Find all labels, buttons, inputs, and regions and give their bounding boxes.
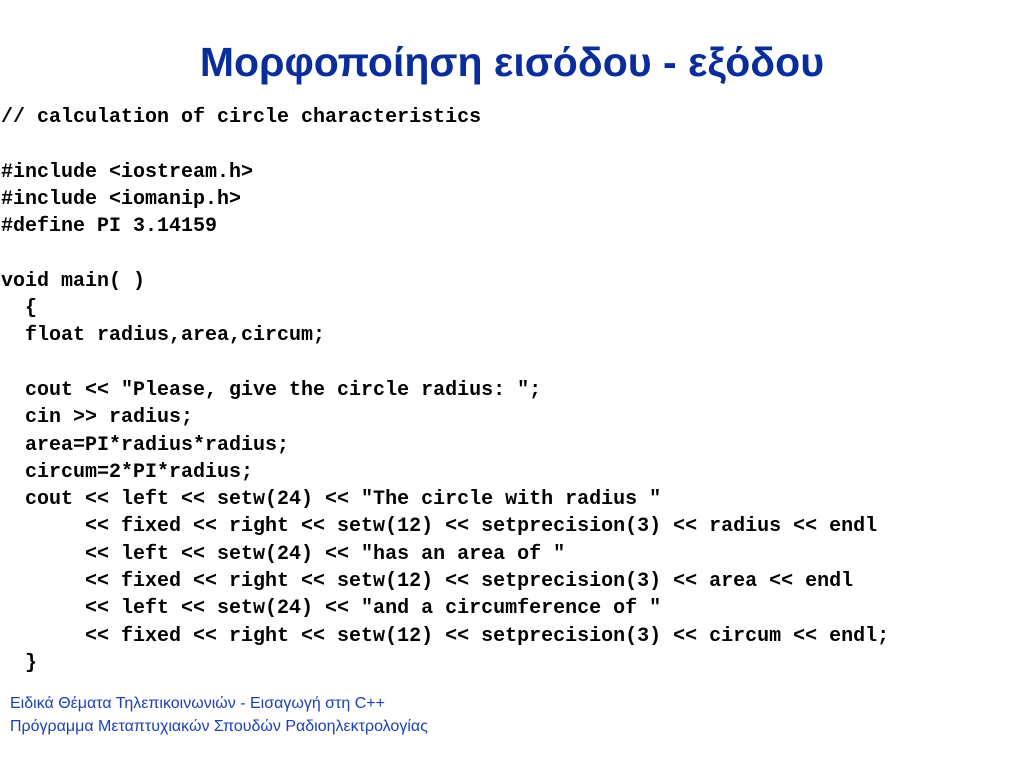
code-line: { (1, 297, 38, 321)
code-line: #include <iomanip.h> (1, 187, 242, 211)
slide-title: Μορφοποίηση εισόδου - εξόδου (199, 39, 825, 85)
code-line: << fixed << right << setw(12) << setprecision(3) << circum << endl; (1, 624, 890, 648)
code-line: << fixed << right << setw(12) << setprecision(3) << area << endl (1, 570, 854, 594)
code-line: circum=2*PI*radius; (1, 460, 254, 484)
code-line: float radius,area,circum; (1, 324, 326, 348)
code-listing (1, 104, 889, 677)
code-line (1, 131, 889, 158)
code-line: cout << left << setw(24) << "The circle with radius " (1, 488, 662, 512)
code-line: area=PI*radius*radius; (1, 433, 290, 457)
slide-footer (10, 692, 428, 738)
footer-program-title: Πρόγραμμα Μεταπτυχιακών Σπουδών Ραδιοηλεκτρολογίας (10, 718, 428, 735)
code-line: << left << setw(24) << "has an area of " (1, 542, 566, 566)
code-line: // calculation of circle characteristics (1, 106, 482, 129)
footer-course-title: Ειδικά Θέματα Τηλεπικοινωνιών - Εισαγωγή στη C++ (10, 695, 385, 712)
code-line (1, 350, 889, 377)
code-line: void main( ) (1, 269, 146, 293)
code-line: #include <iostream.h> (1, 160, 254, 184)
code-line: << left << setw(24) << "and a circumference of " (1, 597, 662, 621)
code-line: cin >> radius; (1, 406, 194, 430)
code-line: } (1, 651, 38, 675)
code-line (1, 240, 889, 267)
code-line: cout << "Please, give the circle radius: "; (1, 378, 542, 402)
code-line: #define PI 3.14159 (1, 215, 218, 239)
code-line: << fixed << right << setw(12) << setprecision(3) << radius << endl (1, 515, 878, 539)
